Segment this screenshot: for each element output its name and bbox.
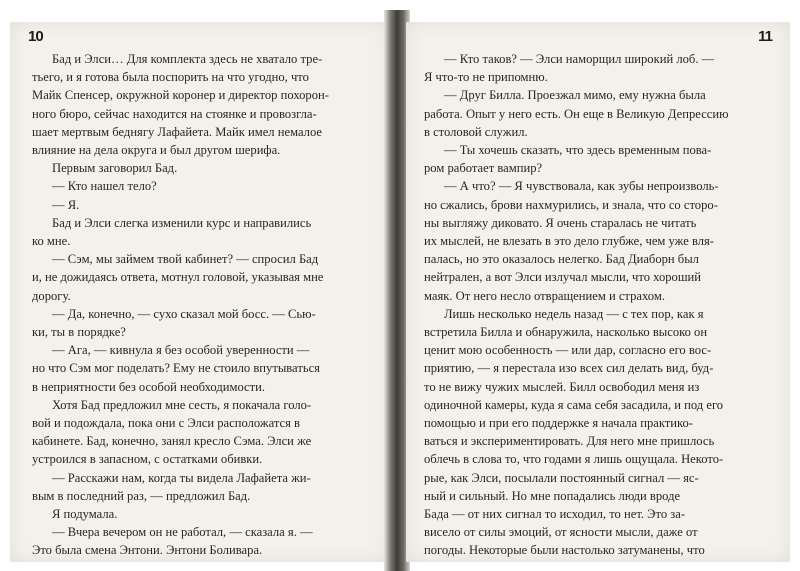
text-line: Бада — от них сигнал то исходил, то нет. Это за- (424, 507, 686, 522)
right-page (406, 22, 790, 562)
text-line: Первым заговорил Бад. (52, 161, 178, 176)
text-line: Я что-то не припомню. (424, 70, 548, 85)
text-line: Хотя Бад предложил мне сесть, я покачала голо- (52, 397, 312, 412)
text-line: работа. Опыт у него есть. Он еще в Великую Депрессию (424, 106, 729, 121)
text-line: — Кто таков? — Элси наморщил широкий лоб. — (444, 52, 715, 66)
text-line: устроился в запасном, с остатками обивки. (32, 452, 263, 467)
left-page-number: 10 (28, 28, 43, 45)
text-line: шает мертвым беднягу Лафайета. Майк имел немалое (32, 124, 322, 139)
left-page-text (32, 50, 372, 560)
text-line: помощью и при его поддержке я начала практико- (424, 416, 693, 431)
text-line: Лишь несколько недель назад — с тех пор, как я (444, 306, 704, 321)
text-line: вой и подождала, пока они с Элси расположатся в (32, 416, 300, 431)
text-line: приятию, — я перестала изо всех сил делать вид, буд- (424, 361, 714, 376)
text-line: то не вижу чужих мыслей. Билл освободил меня из (424, 379, 700, 394)
text-line: Бад и Элси… Для комплекта здесь не хватало тре- (52, 52, 323, 66)
text-line: ко мне. (32, 234, 71, 249)
left-page (10, 22, 388, 562)
text-line: их мыслей, не влезать в это дело глубже, чем уже вля- (424, 234, 714, 249)
text-line: висело от силы эмоций, от ясности мысли, даже от (424, 525, 698, 540)
text-line: в столовой служил. (424, 124, 528, 139)
text-line: ки, ты в порядке? (32, 325, 126, 340)
text-line: в неприятности без особой необходимости. (32, 379, 266, 394)
text-line: нейтрален, а вот Элси излучал мысли, что хороший (424, 270, 702, 285)
text-line: дорогу. (32, 288, 71, 303)
text-line: ного бюро, сейчас находится на стоянке и провозгла- (32, 106, 317, 121)
text-line: ны выгляжу диковато. Я очень старалась не читать (424, 215, 697, 230)
text-line: — Друг Билла. Проезжал мимо, ему нужна была (444, 88, 706, 103)
right-page-text (424, 50, 774, 560)
text-line: рые, как Элси, посылали постоянный сигнал — яс- (424, 470, 699, 485)
text-line: маяк. От него несло отвращением и страхом. (424, 288, 665, 303)
text-line: — Да, конечно, — сухо сказал мой босс. — Сью- (52, 306, 316, 321)
text-line: но сжались, брови нахмурились, и знала, что со сторо- (424, 197, 718, 212)
text-line: встретила Билла и обнаружила, насколько высоко он (424, 325, 708, 340)
text-line: ваться и экспериментировать. Для него мне пришлось (424, 434, 715, 449)
text-line: палась, но это оказалось нелегко. Бад Диаборн был (424, 252, 699, 267)
text-line: Бад и Элси слегка изменили курс и направились (52, 215, 312, 230)
text-line: — А что? — Я чувствовала, как зубы непроизволь- (444, 179, 719, 194)
text-line: — Ты хочешь сказать, что здесь временным пова- (444, 143, 712, 158)
text-line: Я подумала. (52, 507, 118, 522)
right-page-number: 11 (758, 28, 772, 45)
text-line: Майк Спенсер, окружной коронер и директор похорон- (32, 88, 329, 103)
text-line: но что Сэм мог поделать? Ему не стоило впутываться (32, 361, 320, 376)
text-line: ный и сильный. Но мне попадались люди вроде (424, 488, 681, 503)
text-line: облечь в слова то, что годами я лишь ощущала. Некото- (424, 452, 724, 467)
text-line: вым в последний раз, — предложил Бад. (32, 488, 251, 503)
text-line: и, не дожидаясь ответа, мотнул головой, указывая мне (32, 270, 324, 285)
text-line: одиночной камеры, куда я сама себя засадила, и под его (424, 397, 724, 412)
text-line: ром работает вампир? (424, 161, 543, 176)
text-line: кабинете. Бад, конечно, занял кресло Сэма. Элси же (32, 434, 312, 449)
text-line: ценит мою особенность — или дар, согласно его вос- (424, 343, 712, 358)
text-line: погоды. Некоторые были настолько затуманены, что (424, 543, 705, 558)
text-line: влияние на дела округа и был другом шерифа. (32, 143, 281, 158)
text-line: тьего, и я готова была поспорить на что угодно, что (32, 70, 309, 85)
text-line: Это была смена Энтони. Энтони Боливара. (32, 543, 263, 558)
text-line: — Я. (52, 197, 80, 212)
text-line: — Ага, — кивнула я без особой уверенности — (52, 343, 310, 358)
text-line: — Сэм, мы займем твой кабинет? — спросил Бад (52, 252, 319, 267)
text-line: — Кто нашел тело? (52, 179, 157, 194)
text-line: — Расскажи нам, когда ты видела Лафайета жи- (52, 470, 311, 485)
text-line: — Вчера вечером он не работал, — сказала я. — (52, 525, 313, 540)
